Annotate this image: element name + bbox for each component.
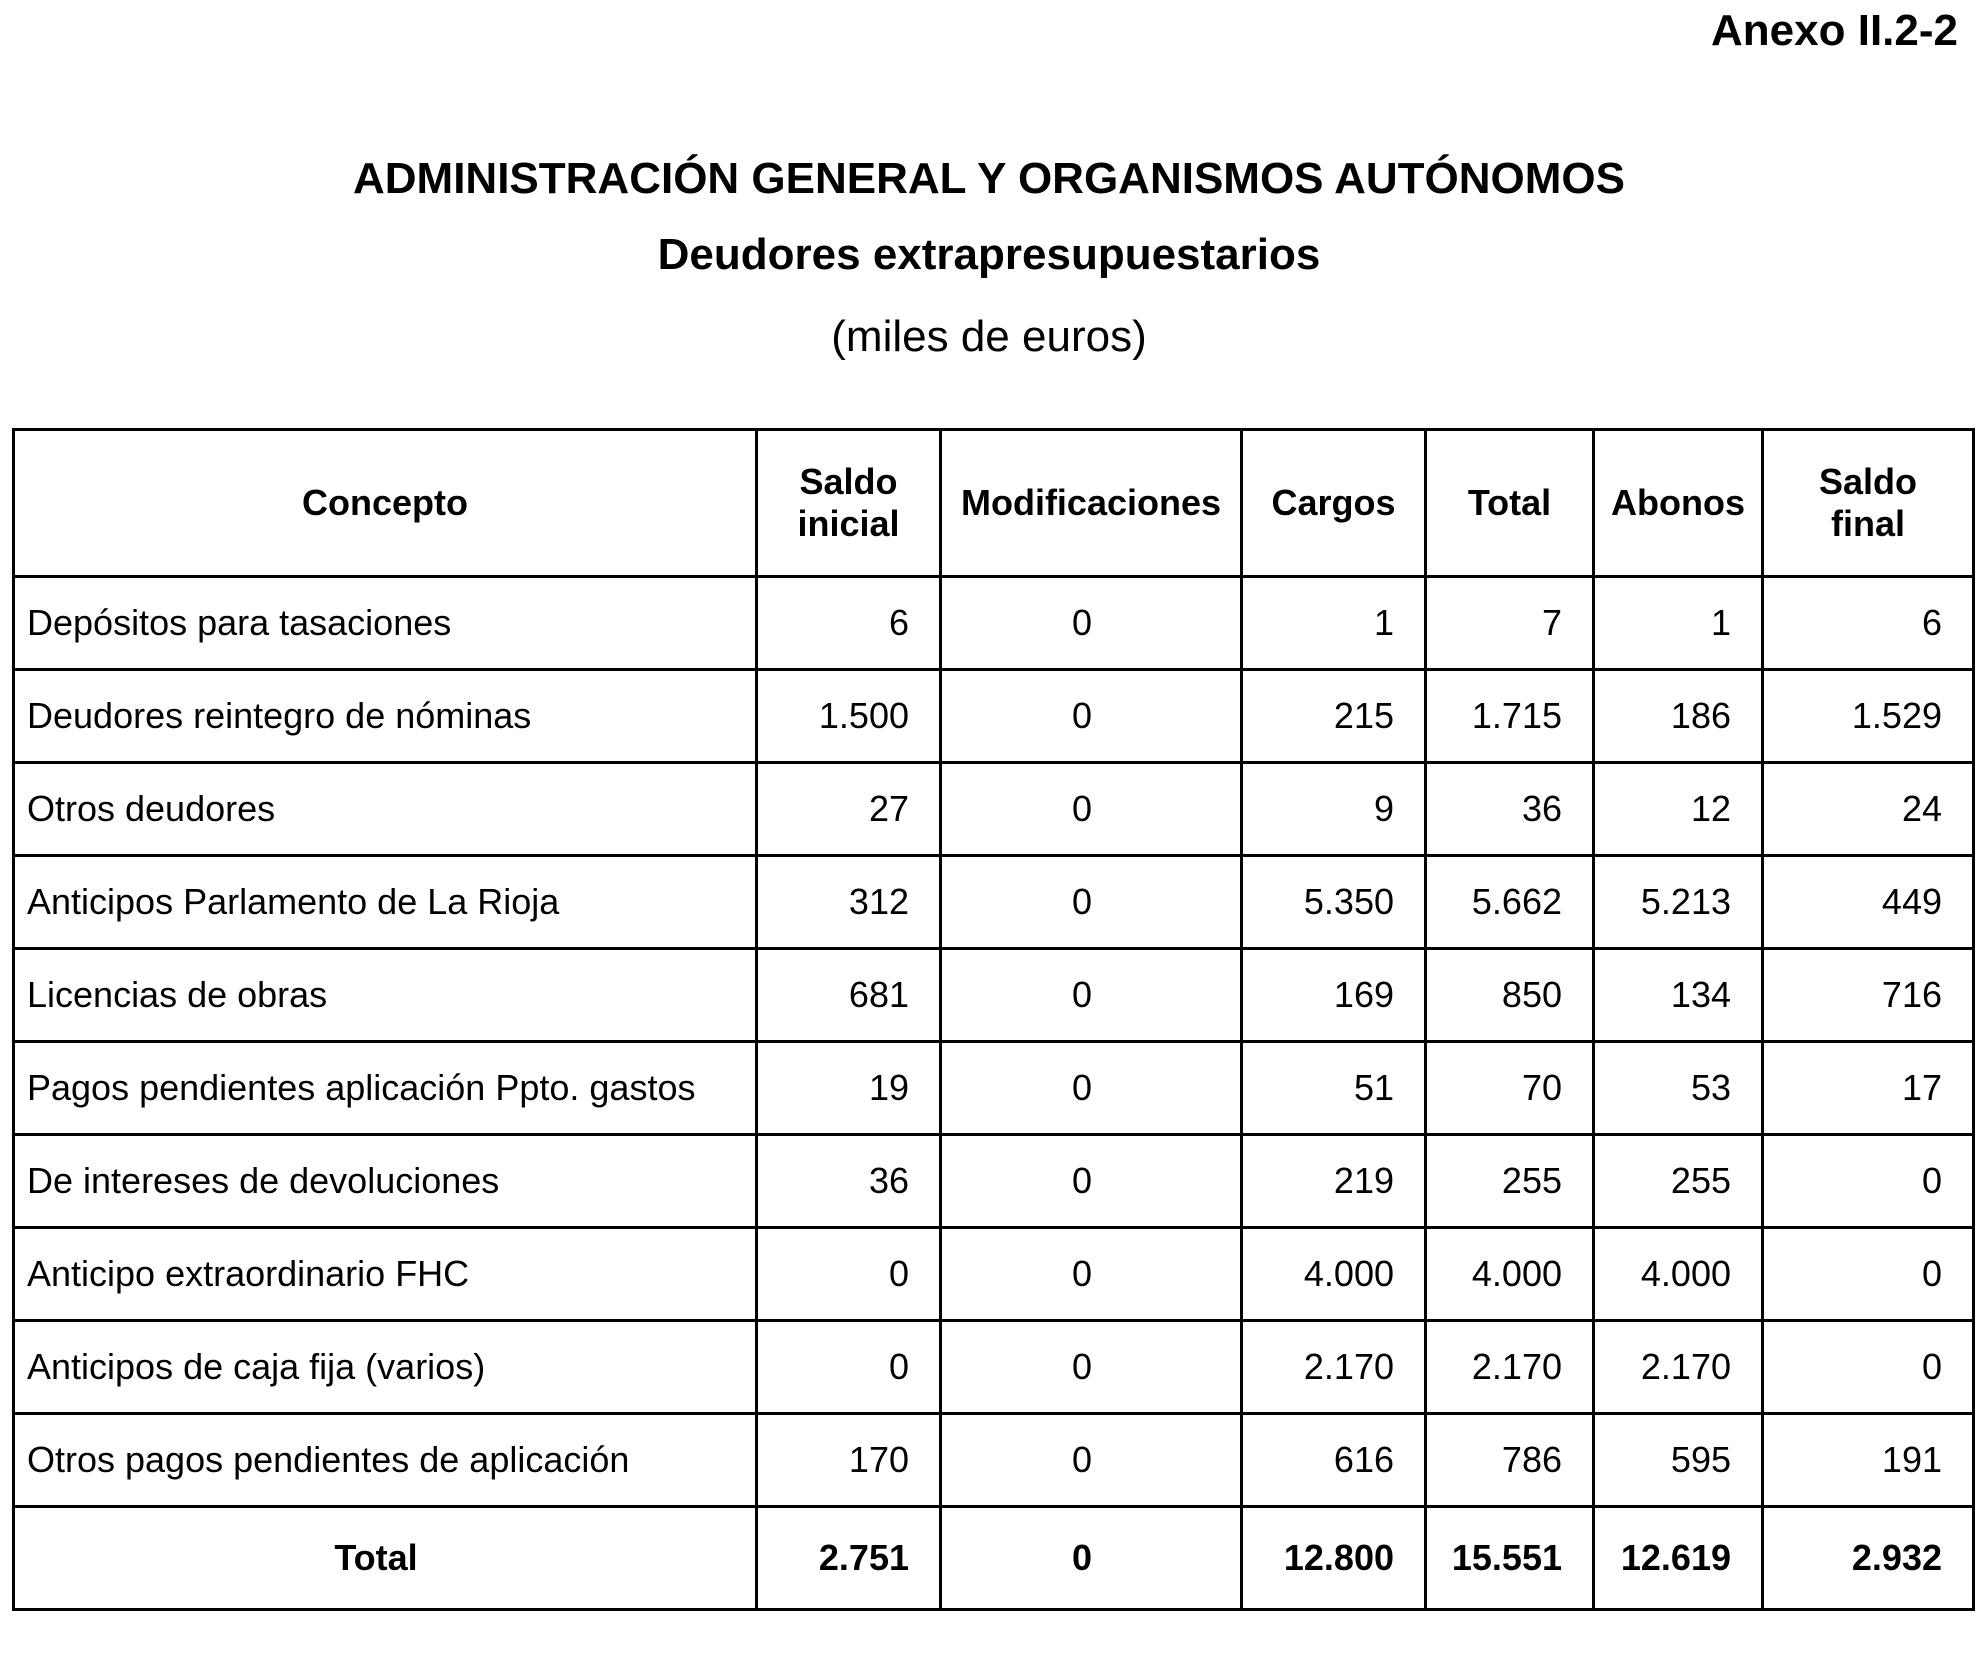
header-modificaciones: Modificaciones (941, 430, 1242, 577)
page-subtitle: Deudores extrapresupuestarios (657, 230, 1321, 279)
cell-modificaciones: 0 (941, 763, 1242, 856)
cell-concepto: Deudores reintegro de nóminas (14, 670, 757, 763)
cell-saldo-inicial: 312 (757, 856, 941, 949)
cell-saldo-inicial: 170 (757, 1414, 941, 1507)
cell-cargos: 616 (1242, 1414, 1426, 1507)
table-row (14, 1414, 1974, 1507)
header-abonos: Abonos (1594, 430, 1763, 577)
cell-abonos: 12 (1594, 763, 1763, 856)
table-row (14, 577, 1974, 670)
cell-saldo-final: 0 (1763, 1135, 1974, 1228)
cell-total: 70 (1426, 1042, 1594, 1135)
cell-saldo-final: 1.529 (1763, 670, 1974, 763)
cell-cargos: 9 (1242, 763, 1426, 856)
cell-saldo-final: 449 (1763, 856, 1974, 949)
cell-abonos: 4.000 (1594, 1228, 1763, 1321)
cell-cargos: 4.000 (1242, 1228, 1426, 1321)
page-title: ADMINISTRACIÓN GENERAL Y ORGANISMOS AUTÓNOMOS (352, 154, 1625, 203)
total-cell-cargos: 12.800 (1242, 1507, 1426, 1610)
cell-saldo-final: 0 (1763, 1321, 1974, 1414)
cell-saldo-inicial: 27 (757, 763, 941, 856)
cell-saldo-inicial: 1.500 (757, 670, 941, 763)
cell-cargos: 169 (1242, 949, 1426, 1042)
cell-saldo-final: 191 (1763, 1414, 1974, 1507)
header-saldo-final (1763, 430, 1974, 577)
cell-concepto: Anticipos de caja fija (varios) (14, 1321, 757, 1414)
cell-abonos: 5.213 (1594, 856, 1763, 949)
table-row (14, 1321, 1974, 1414)
cell-total: 2.170 (1426, 1321, 1594, 1414)
cell-concepto: Depósitos para tasaciones (14, 577, 757, 670)
cell-concepto: Anticipos Parlamento de La Rioja (14, 856, 757, 949)
total-cell-total: 15.551 (1426, 1507, 1594, 1610)
header-cargos: Cargos (1242, 430, 1426, 577)
total-row (14, 1507, 1974, 1610)
cell-total: 36 (1426, 763, 1594, 856)
cell-modificaciones: 0 (941, 1135, 1242, 1228)
cell-cargos: 1 (1242, 577, 1426, 670)
table-row (14, 1042, 1974, 1135)
cell-modificaciones: 0 (941, 670, 1242, 763)
header-total: Total (1426, 430, 1594, 577)
cell-concepto: Otros deudores (14, 763, 757, 856)
cell-abonos: 255 (1594, 1135, 1763, 1228)
cell-saldo-final: 716 (1763, 949, 1974, 1042)
debtors-table (12, 428, 1975, 1611)
header-saldo-inicial-line1: Saldo (799, 461, 898, 502)
annex-label: Anexo II.2-2 (1711, 6, 1958, 55)
cell-total: 4.000 (1426, 1228, 1594, 1321)
cell-concepto: Anticipo extraordinario FHC (14, 1228, 757, 1321)
cell-saldo-final: 0 (1763, 1228, 1974, 1321)
header-concepto: Concepto (14, 430, 757, 577)
cell-total: 7 (1426, 577, 1594, 670)
cell-abonos: 53 (1594, 1042, 1763, 1135)
cell-abonos: 186 (1594, 670, 1763, 763)
cell-saldo-inicial: 0 (757, 1321, 941, 1414)
cell-cargos: 215 (1242, 670, 1426, 763)
header-row (14, 430, 1974, 577)
table-body (14, 577, 1974, 1610)
table-row (14, 670, 1974, 763)
cell-total: 5.662 (1426, 856, 1594, 949)
cell-saldo-final: 17 (1763, 1042, 1974, 1135)
cell-saldo-final: 6 (1763, 577, 1974, 670)
header-saldo-final-line1: Saldo (1818, 461, 1917, 502)
cell-cargos: 219 (1242, 1135, 1426, 1228)
cell-abonos: 134 (1594, 949, 1763, 1042)
cell-total: 786 (1426, 1414, 1594, 1507)
cell-saldo-inicial: 681 (757, 949, 941, 1042)
cell-modificaciones: 0 (941, 577, 1242, 670)
cell-saldo-inicial: 0 (757, 1228, 941, 1321)
table-row (14, 1228, 1974, 1321)
total-cell-saldo-final: 2.932 (1763, 1507, 1974, 1610)
table-row (14, 949, 1974, 1042)
cell-cargos: 5.350 (1242, 856, 1426, 949)
header-saldo-inicial-line2: inicial (797, 503, 900, 544)
cell-total: 255 (1426, 1135, 1594, 1228)
cell-modificaciones: 0 (941, 856, 1242, 949)
cell-saldo-final: 24 (1763, 763, 1974, 856)
total-cell-saldo-inicial: 2.751 (757, 1507, 941, 1610)
cell-total: 1.715 (1426, 670, 1594, 763)
cell-saldo-inicial: 36 (757, 1135, 941, 1228)
cell-saldo-inicial: 6 (757, 577, 941, 670)
cell-modificaciones: 0 (941, 1042, 1242, 1135)
total-cell-modificaciones: 0 (941, 1507, 1242, 1610)
table-row (14, 856, 1974, 949)
cell-concepto: Licencias de obras (14, 949, 757, 1042)
total-cell-concepto: Total (14, 1507, 757, 1610)
cell-modificaciones: 0 (941, 949, 1242, 1042)
cell-modificaciones: 0 (941, 1228, 1242, 1321)
cell-abonos: 595 (1594, 1414, 1763, 1507)
cell-concepto: Otros pagos pendientes de aplicación (14, 1414, 757, 1507)
cell-concepto: Pagos pendientes aplicación Ppto. gastos (14, 1042, 757, 1135)
table-row (14, 1135, 1974, 1228)
cell-saldo-inicial: 19 (757, 1042, 941, 1135)
units-label: (miles de euros) (831, 312, 1147, 361)
cell-concepto: De intereses de devoluciones (14, 1135, 757, 1228)
cell-total: 850 (1426, 949, 1594, 1042)
cell-cargos: 51 (1242, 1042, 1426, 1135)
table-row (14, 763, 1974, 856)
cell-abonos: 1 (1594, 577, 1763, 670)
header-saldo-final-line2: final (1830, 503, 1905, 544)
cell-abonos: 2.170 (1594, 1321, 1763, 1414)
cell-modificaciones: 0 (941, 1321, 1242, 1414)
cell-modificaciones: 0 (941, 1414, 1242, 1507)
total-cell-abonos: 12.619 (1594, 1507, 1763, 1610)
cell-cargos: 2.170 (1242, 1321, 1426, 1414)
header-saldo-inicial (757, 430, 941, 577)
